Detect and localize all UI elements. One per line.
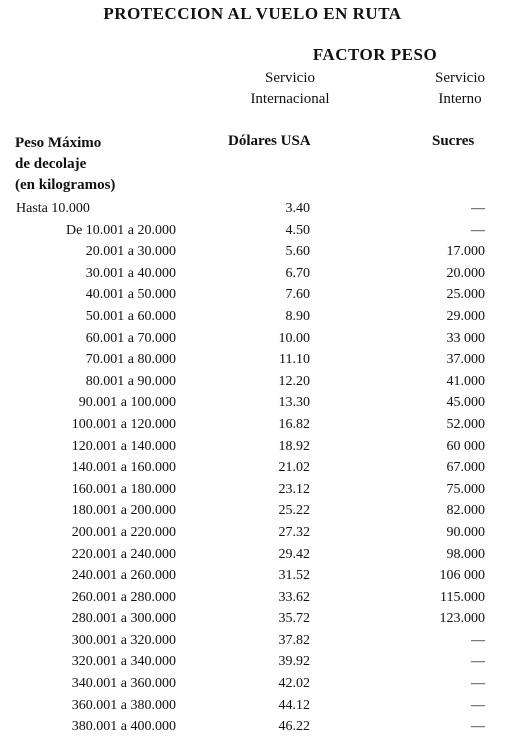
table-row bbox=[0, 263, 505, 285]
table-row bbox=[0, 349, 505, 371]
international-header-line-1: Servicio bbox=[265, 70, 315, 86]
domestic-header-line-1: Servicio bbox=[435, 70, 485, 86]
table-row bbox=[0, 328, 505, 350]
usd-value: 25.22 bbox=[278, 503, 310, 519]
usd-value: 13.30 bbox=[278, 395, 310, 411]
usd-value: 39.92 bbox=[278, 654, 310, 670]
sucres-value: — bbox=[471, 697, 485, 713]
weight-range: 260.001 a 280.000 bbox=[71, 589, 176, 605]
usd-value: 21.02 bbox=[278, 460, 310, 476]
weight-range: 120.001 a 140.000 bbox=[71, 438, 176, 454]
usd-value: 16.82 bbox=[278, 416, 310, 432]
table-row bbox=[0, 630, 505, 652]
table-row bbox=[0, 198, 505, 220]
weight-range: 200.001 a 220.000 bbox=[71, 524, 176, 540]
weight-range: 30.001 a 40.000 bbox=[85, 265, 176, 281]
usd-value: 10.00 bbox=[278, 330, 310, 346]
table-row bbox=[0, 220, 505, 242]
sucres-value: 20.000 bbox=[446, 265, 485, 281]
weight-range: 40.001 a 50.000 bbox=[85, 287, 176, 303]
table-row bbox=[0, 306, 505, 328]
sucres-value: 98.000 bbox=[446, 546, 485, 562]
usd-value: 35.72 bbox=[278, 611, 310, 627]
usd-value: 6.70 bbox=[285, 265, 310, 281]
usd-value: 7.60 bbox=[285, 287, 310, 303]
sucres-column-header: Sucres bbox=[432, 133, 475, 149]
usd-value: 11.10 bbox=[279, 352, 310, 368]
sucres-value: 60 000 bbox=[446, 438, 485, 454]
weight-range: 160.001 a 180.000 bbox=[71, 481, 176, 497]
table-row bbox=[0, 716, 505, 738]
sucres-value: 67.000 bbox=[446, 460, 485, 476]
weight-range: 90.001 a 100.000 bbox=[78, 395, 176, 411]
weight-header-line-1: Peso Máximo bbox=[15, 135, 102, 151]
weight-range: 80.001 a 90.000 bbox=[85, 373, 176, 389]
weight-header-line-2: de decolaje bbox=[15, 156, 87, 172]
usd-value: 18.92 bbox=[278, 438, 310, 454]
sucres-value: 82.000 bbox=[446, 503, 485, 519]
sucres-value: — bbox=[471, 676, 485, 692]
usd-value: 23.12 bbox=[278, 481, 310, 497]
weight-range: Hasta 10.000 bbox=[16, 201, 90, 216]
sucres-value: 106 000 bbox=[439, 568, 485, 584]
usd-value: 3.40 bbox=[285, 201, 310, 216]
usd-value: 37.82 bbox=[278, 632, 310, 648]
sucres-value: — bbox=[471, 632, 485, 648]
sucres-value: — bbox=[471, 201, 485, 216]
sucres-value: 115.000 bbox=[440, 589, 485, 605]
weight-range: 220.001 a 240.000 bbox=[71, 546, 176, 562]
table-row bbox=[0, 651, 505, 673]
rate-table bbox=[0, 198, 505, 738]
usd-value: 8.90 bbox=[285, 308, 310, 324]
weight-range: 380.001 a 400.000 bbox=[71, 719, 176, 735]
usd-value: 29.42 bbox=[278, 546, 310, 562]
usd-value: 42.02 bbox=[278, 676, 310, 692]
weight-range: 140.001 a 160.000 bbox=[71, 460, 176, 476]
table-row bbox=[0, 673, 505, 695]
international-header-line-2: Internacional bbox=[250, 91, 330, 107]
weight-range: De 10.001 a 20.000 bbox=[65, 222, 176, 238]
sucres-value: 75.000 bbox=[446, 481, 485, 497]
sucres-value: — bbox=[471, 222, 485, 238]
usd-value: 33.62 bbox=[278, 589, 310, 605]
weight-column-header bbox=[15, 133, 115, 196]
sucres-value: 25.000 bbox=[446, 287, 485, 303]
international-service-header bbox=[225, 68, 355, 110]
table-row bbox=[0, 587, 505, 609]
table-row bbox=[0, 392, 505, 414]
sucres-value: — bbox=[471, 654, 485, 670]
sucres-value: — bbox=[471, 719, 485, 735]
table-row bbox=[0, 544, 505, 566]
weight-range: 240.001 a 260.000 bbox=[71, 568, 176, 584]
table-row bbox=[0, 436, 505, 458]
usd-column-header: Dólares USA bbox=[228, 133, 311, 149]
weight-range: 280.001 a 300.000 bbox=[71, 611, 176, 627]
weight-range: 320.001 a 340.000 bbox=[71, 654, 176, 670]
weight-header-line-3: (en kilogramos) bbox=[15, 177, 116, 193]
table-row bbox=[0, 371, 505, 393]
usd-value: 12.20 bbox=[278, 373, 310, 389]
usd-value: 31.52 bbox=[278, 568, 310, 584]
weight-range: 100.001 a 120.000 bbox=[71, 416, 176, 432]
table-row bbox=[0, 565, 505, 587]
domestic-header-line-2: Interno bbox=[438, 91, 482, 107]
factor-heading: FACTOR PESO bbox=[312, 45, 438, 64]
table-row bbox=[0, 522, 505, 544]
sucres-value: 45.000 bbox=[446, 395, 485, 411]
weight-range: 50.001 a 60.000 bbox=[85, 308, 176, 324]
table-row bbox=[0, 500, 505, 522]
page-title: PROTECCION AL VUELO EN RUTA bbox=[103, 4, 402, 23]
usd-value: 4.50 bbox=[285, 222, 310, 238]
usd-value: 5.60 bbox=[285, 244, 310, 260]
table-row bbox=[0, 414, 505, 436]
weight-range: 60.001 a 70.000 bbox=[85, 330, 176, 346]
sucres-value: 90.000 bbox=[446, 524, 485, 540]
sucres-value: 52.000 bbox=[446, 416, 485, 432]
table-row bbox=[0, 457, 505, 479]
sucres-value: 17.000 bbox=[446, 244, 485, 260]
sucres-value: 37.000 bbox=[446, 352, 485, 368]
sucres-value: 33 000 bbox=[446, 330, 485, 346]
weight-range: 360.001 a 380.000 bbox=[71, 697, 176, 713]
domestic-service-header bbox=[415, 68, 505, 110]
weight-range: 70.001 a 80.000 bbox=[85, 352, 176, 368]
table-row bbox=[0, 695, 505, 717]
usd-value: 27.32 bbox=[278, 524, 310, 540]
weight-range: 180.001 a 200.000 bbox=[71, 503, 176, 519]
table-row bbox=[0, 479, 505, 501]
sucres-value: 41.000 bbox=[446, 373, 485, 389]
table-row bbox=[0, 284, 505, 306]
weight-range: 340.001 a 360.000 bbox=[71, 676, 176, 692]
weight-range: 20.001 a 30.000 bbox=[85, 244, 176, 260]
sucres-value: 29.000 bbox=[446, 308, 485, 324]
table-row bbox=[0, 608, 505, 630]
usd-value: 44.12 bbox=[278, 697, 310, 713]
sucres-value: 123.000 bbox=[439, 611, 485, 627]
weight-range: 300.001 a 320.000 bbox=[71, 632, 176, 648]
usd-value: 46.22 bbox=[278, 719, 310, 735]
table-row bbox=[0, 241, 505, 263]
